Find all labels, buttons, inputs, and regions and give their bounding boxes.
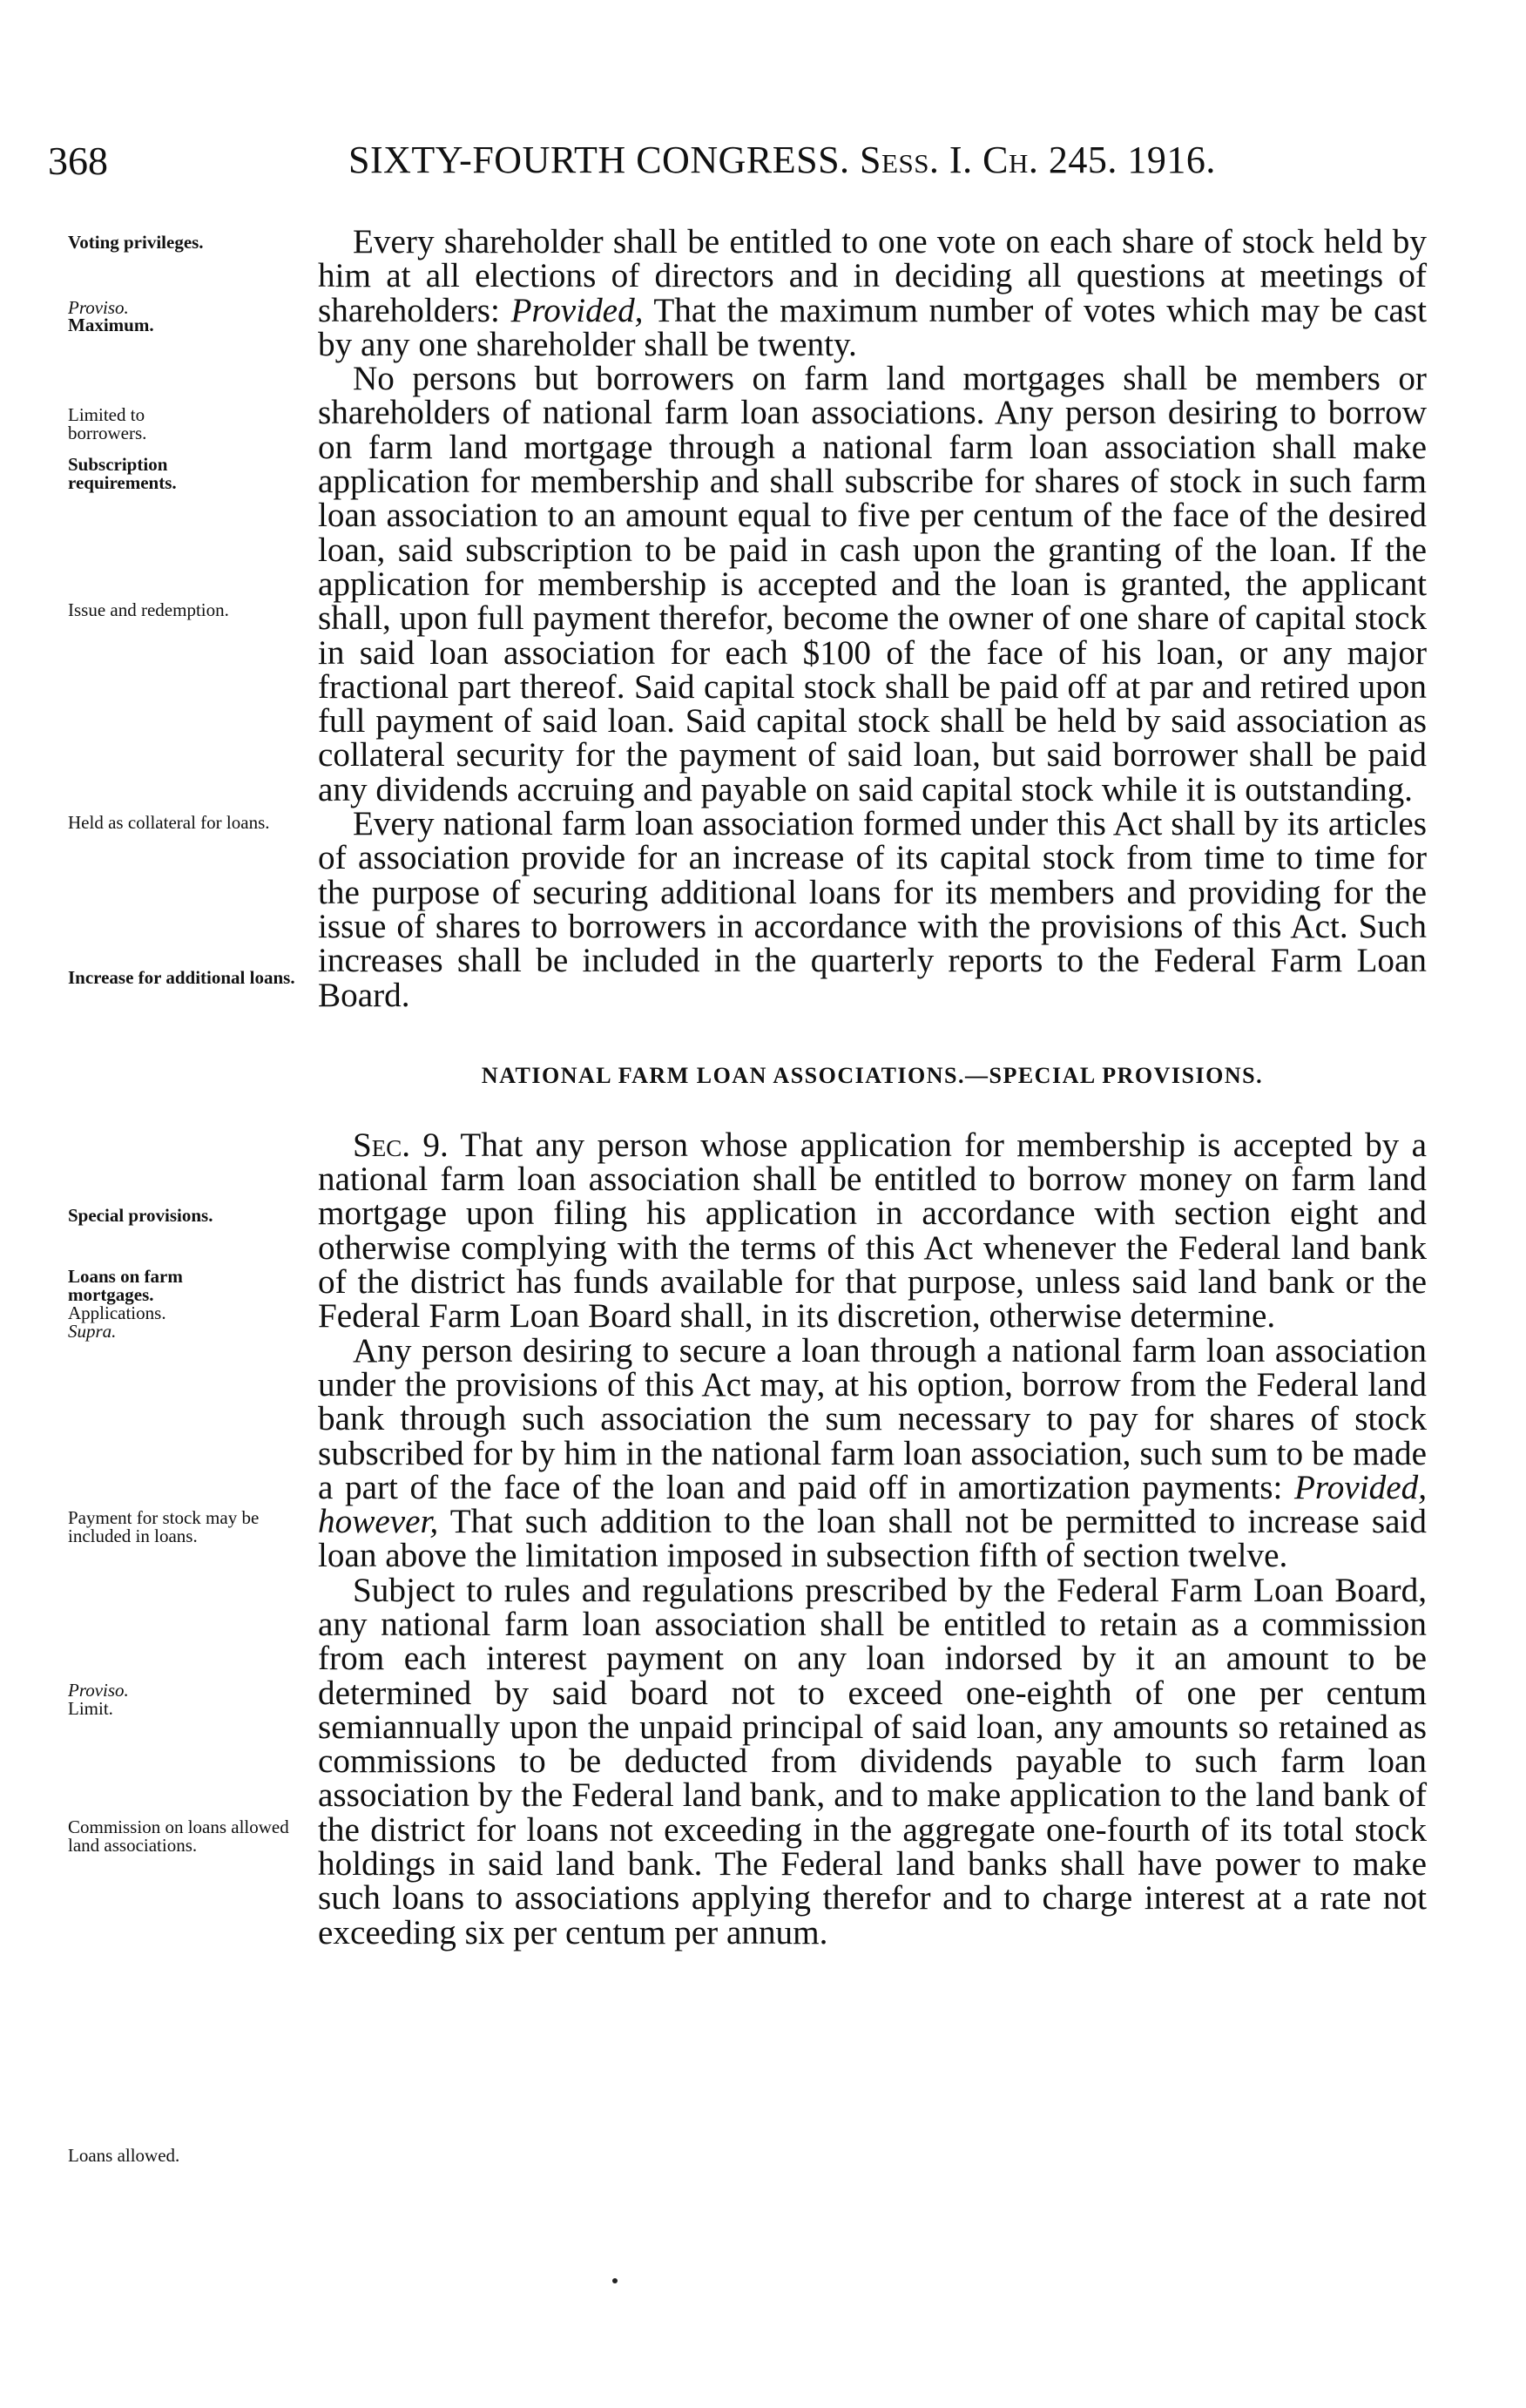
paragraph-text: Any person desiring to secure a loan through a national farm loan association under the provisions of this Act may, at his option, borrow from the Federal land bank through such association the sum necessary to pay for shares of stock subscribed for by him in the national farm loan association, such sum to be made a part of the face of the loan and paid off in amortization payments: <box>318 1331 1427 1506</box>
paragraph-text: That the maximum number of votes which may be cast by any one shareholder shall be twenty. <box>318 291 1428 363</box>
congress-title: SIXTY-FOURTH CONGRESS. <box>348 139 850 181</box>
page-header <box>48 138 1442 190</box>
proviso-term: Provided, <box>510 291 644 329</box>
paragraph-voting <box>318 225 1427 362</box>
margin-note: Supra. <box>68 1321 117 1342</box>
paragraph-commission: Subject to rules and regulations prescribed by the Federal Farm Loan Board, any national farm loan association shall be entitled to retain as a commission from each interest payment on any loan indorsed by it an amount to be determined by said board not to exceed one-eighth of one per centum semiannually upon the unpaid principal of said loan, any amounts so retained as commissions to be deducted from dividends payable to such farm loan association by the Federal land bank, and to make application to the land bank of the district for loans not exceeding in the aggregate one-fourth of its total stock holdings in said land bank. The Federal land banks shall have power to make such loans to associations applying therefor and to charge interest at a rate not exceeding six per centum per annum. <box>318 1571 1427 1951</box>
margin-note: Proviso. <box>68 1680 129 1701</box>
ink-dot <box>612 2278 618 2283</box>
margin-note: Loans allowed. <box>68 2145 180 2166</box>
year-label: 1916. <box>1127 139 1216 181</box>
margin-note: Subscription requirements. <box>68 454 177 493</box>
running-head <box>348 138 1216 182</box>
margin-note: Loans on farm mortgages. <box>68 1266 183 1305</box>
margin-note: Held as collateral for loans. <box>68 812 270 833</box>
margin-note: Proviso. <box>68 297 129 318</box>
paragraph-membership: No persons but borrowers on farm land mortgages shall be members or shareholders of national farm loan associations. Any person desiring to borrow on farm land mortgage through a national farm loan association shall make application for membership and shall subscribe for shares of stock in such farm loan association to an amount equal to five per centum of the face of the desired loan, said subscription to be paid in cash upon the granting of the loan. If the application for membership is accepted and the loan is granted, the applicant shall, upon full payment therefor, become the owner of one share of capital stock in said loan association for each $100 of the face of his loan, or any major fractional part thereof. Said capital stock shall be paid off at par and retired upon full payment of said loan. Said capital stock shall be held by said association as collateral security for the payment of said loan, but said borrower shall be paid any dividends accruing and payable on said capital stock while it is outstanding. <box>318 360 1427 808</box>
paragraph-text: That any person whose application for membership is accepted by a national farm loan association shall be entitled to borrow money on farm land mortgage upon filing his application in accordance with section eight and otherwise complying with the terms of this Act whenever the Federal land bank of the district has funds available for that purpose, unless said land bank or the Federal Farm Loan Board shall, in its discretion, otherwise determine. <box>318 1126 1427 1336</box>
margin-note: Commission on loans allowed land associations. <box>68 1816 289 1856</box>
proviso-term: Provided, however, <box>318 1468 1427 1541</box>
margin-note: Maximum. <box>68 315 154 335</box>
margin-note: Applications. <box>68 1302 166 1323</box>
margin-note: Increase for additional loans. <box>68 967 295 988</box>
margin-note: Voting privileges. <box>68 232 204 253</box>
margin-note: Special provisions. <box>68 1205 213 1226</box>
page-number: 368 <box>48 139 108 183</box>
section-label: Sec. 9. <box>353 1126 449 1164</box>
session-label: Sess. I. <box>860 139 973 181</box>
margin-note: Limit. <box>68 1698 113 1719</box>
margin-note: Payment for stock may be included in loans. <box>68 1507 260 1546</box>
section-heading: NATIONAL FARM LOAN ASSOCIATIONS.—SPECIAL PROVISIONS. <box>481 1062 1264 1088</box>
margin-note: Limited to borrowers. <box>68 404 147 443</box>
paragraph-increase: Every national farm loan association formed under this Act shall by its articles of association provide for an increase of its capital stock from time to time for the purpose of securing additional loans for its members and providing for the issue of shares to borrowers in accordance with the provisions of this Act. Such increases shall be included in the quarterly reports to the Federal Farm Loan Board. <box>318 805 1427 1014</box>
margin-note: Issue and redemption. <box>68 599 229 620</box>
main-text <box>318 225 1427 1950</box>
paragraph-stock-payment <box>318 1331 1427 1575</box>
paragraph-text: That such addition to the loan shall not be permitted to increase said loan above the limitation imposed in subsection fifth of section twelve. <box>318 1503 1427 1575</box>
paragraph-sec9 <box>318 1128 1427 1334</box>
paragraph-text: Every shareholder shall be entitled to one vote on each share of stock held by him at all elections of directors and in deciding all questions at meetings of shareholders: <box>318 223 1427 329</box>
chapter-label: Ch. 245. <box>982 139 1117 181</box>
